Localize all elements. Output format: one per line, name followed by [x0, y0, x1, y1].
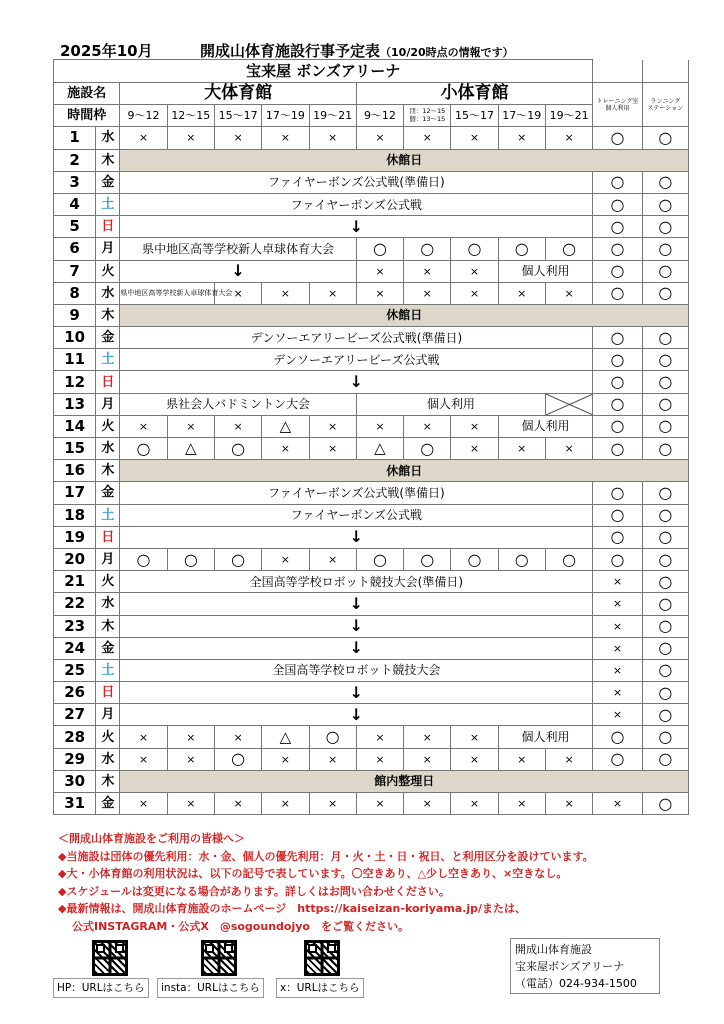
status-open: ○ — [593, 371, 642, 393]
status-full: × — [309, 127, 356, 149]
status-full: × — [545, 438, 592, 460]
event-label: 全国高等学校ロボット競技大会(準備日) — [120, 571, 593, 593]
training-room-header: トレーニング室 個人利用 — [593, 83, 642, 127]
status-full: × — [309, 415, 356, 437]
day-number: 21 — [54, 571, 96, 593]
status-open: ○ — [642, 127, 688, 149]
status-full: × — [451, 438, 498, 460]
status-open: ○ — [642, 193, 688, 215]
status-full: × — [356, 127, 403, 149]
notice-line: ◆スケジュールは変更になる場合があります。詳しくはお問い合わせください。 — [58, 884, 450, 898]
status-open: ○ — [214, 438, 261, 460]
notice-block — [58, 830, 594, 935]
status-full: × — [545, 748, 592, 770]
day-number: 14 — [54, 415, 96, 437]
notice-header: ＜開成山体育施設をご利用の皆様へ＞ — [58, 832, 245, 845]
status-few: △ — [262, 415, 309, 437]
day-row — [54, 571, 689, 593]
status-open: ○ — [593, 238, 642, 260]
weekday: 水 — [96, 748, 120, 770]
page-title — [60, 40, 514, 61]
status-full: × — [593, 659, 642, 681]
status-full: × — [214, 415, 261, 437]
event-label: 県中地区高等学校新人卓球体育大会 — [120, 238, 356, 260]
status-full: × — [214, 282, 261, 304]
continuation-arrow: ↓ — [120, 615, 593, 637]
hp-link-label[interactable]: HP：URLはこちら — [53, 978, 149, 998]
event-label: 個人利用 — [498, 726, 593, 748]
status-full: × — [309, 748, 356, 770]
day-row — [54, 127, 689, 149]
event-label: 県中地区高等学校新人卓球体育大会 — [120, 282, 215, 304]
day-number: 4 — [54, 193, 96, 215]
large-hall-header: 大体育館 — [120, 83, 356, 105]
day-row — [54, 637, 689, 659]
status-open: ○ — [120, 548, 167, 570]
status-open: ○ — [593, 327, 642, 349]
event-label: 個人利用 — [356, 393, 545, 415]
weekday: 金 — [96, 171, 120, 193]
status-open: ○ — [642, 548, 688, 570]
status-open: ○ — [642, 349, 688, 371]
day-number: 13 — [54, 393, 96, 415]
weekday: 土 — [96, 504, 120, 526]
weekday: 土 — [96, 193, 120, 215]
status-full: × — [120, 415, 167, 437]
day-number: 1 — [54, 127, 96, 149]
weekday: 水 — [96, 593, 120, 615]
qr-code-x[interactable] — [304, 940, 340, 976]
weekday: 火 — [96, 571, 120, 593]
day-number: 22 — [54, 593, 96, 615]
day-number: 6 — [54, 238, 96, 260]
status-open: ○ — [642, 371, 688, 393]
status-open: ○ — [642, 438, 688, 460]
notice-line: ◆最新情報は、開成山体育施設のホームページ https://kaiseizan-koriyama.jp/または、 — [58, 902, 527, 915]
weekday: 日 — [96, 216, 120, 238]
weekday: 木 — [96, 770, 120, 792]
status-full: × — [498, 282, 545, 304]
status-open: ○ — [642, 282, 688, 304]
weekday: 月 — [96, 548, 120, 570]
small-slot-header: 15～17 — [451, 105, 498, 127]
weekday: 日 — [96, 682, 120, 704]
status-full: × — [404, 726, 451, 748]
status-open: ○ — [593, 127, 642, 149]
status-open: ○ — [642, 615, 688, 637]
status-full: × — [498, 127, 545, 149]
day-number: 3 — [54, 171, 96, 193]
status-full: × — [167, 748, 214, 770]
status-few: △ — [262, 726, 309, 748]
day-number: 9 — [54, 304, 96, 326]
weekday: 水 — [96, 282, 120, 304]
small-slot-header: 団：12～15 個：13～15 — [404, 105, 451, 127]
continuation-arrow: ↓ — [120, 593, 593, 615]
status-open: ○ — [593, 548, 642, 570]
status-open: ○ — [451, 238, 498, 260]
status-open: ○ — [404, 238, 451, 260]
weekday: 土 — [96, 659, 120, 681]
continuation-arrow: ↓ — [120, 704, 593, 726]
running-station-header: ランニング ステーション — [642, 83, 688, 127]
weekday: 土 — [96, 349, 120, 371]
closed-day-band: 休館日 — [120, 460, 689, 482]
weekday: 日 — [96, 371, 120, 393]
status-open: ○ — [642, 482, 688, 504]
status-full: × — [120, 793, 167, 815]
day-row — [54, 615, 689, 637]
status-open: ○ — [642, 216, 688, 238]
day-row — [54, 659, 689, 681]
day-number: 19 — [54, 526, 96, 548]
status-full: × — [451, 260, 498, 282]
status-full: × — [545, 282, 592, 304]
status-full: × — [120, 127, 167, 149]
day-number: 28 — [54, 726, 96, 748]
day-number: 24 — [54, 637, 96, 659]
status-open: ○ — [593, 260, 642, 282]
day-number: 30 — [54, 770, 96, 792]
continuation-arrow: ↓ — [120, 637, 593, 659]
day-row — [54, 726, 689, 748]
status-full: × — [356, 726, 403, 748]
schedule-table — [53, 59, 689, 815]
status-full: × — [309, 548, 356, 570]
insta-link-label[interactable]: insta：URLはこちら — [157, 978, 264, 998]
weekday: 火 — [96, 260, 120, 282]
day-number: 20 — [54, 548, 96, 570]
large-slot-header: 19～21 — [309, 105, 356, 127]
day-number: 23 — [54, 615, 96, 637]
venue-name: 宝来屋 ボンズアリーナ — [54, 60, 593, 83]
weekday: 火 — [96, 415, 120, 437]
contact-name: 開成山体育施設 — [515, 943, 592, 956]
status-full: × — [545, 793, 592, 815]
event-label: ファイヤーボンズ公式戦 — [120, 504, 593, 526]
status-open: ○ — [642, 704, 688, 726]
status-full: × — [262, 793, 309, 815]
status-full: × — [451, 282, 498, 304]
day-row — [54, 260, 689, 282]
status-open: ○ — [593, 349, 642, 371]
day-number: 10 — [54, 327, 96, 349]
day-number: 7 — [54, 260, 96, 282]
status-open: ○ — [593, 282, 642, 304]
day-number: 16 — [54, 460, 96, 482]
status-open: ○ — [167, 548, 214, 570]
status-open: ○ — [642, 526, 688, 548]
contact-box — [510, 938, 660, 994]
status-open: ○ — [214, 548, 261, 570]
status-full: × — [404, 793, 451, 815]
status-open: ○ — [642, 504, 688, 526]
day-row — [54, 349, 689, 371]
status-full: × — [404, 282, 451, 304]
weekday: 金 — [96, 793, 120, 815]
unavailable-cross — [545, 393, 592, 415]
status-full: × — [167, 793, 214, 815]
notice-line: ◆大・小体育館の利用状況は、以下の記号で表しています。〇空きあり、△少し空きあり、×空きなし。 — [58, 867, 568, 880]
day-row — [54, 793, 689, 815]
facility-label: 施設名 — [54, 83, 120, 105]
large-slot-header: 12～15 — [167, 105, 214, 127]
cleanup-day-band: 館内整理日 — [120, 770, 689, 792]
status-open: ○ — [642, 327, 688, 349]
status-open: ○ — [545, 548, 592, 570]
status-full: × — [404, 127, 451, 149]
status-open: ○ — [593, 504, 642, 526]
status-open: ○ — [642, 238, 688, 260]
status-open: ○ — [545, 238, 592, 260]
small-hall-header: 小体育館 — [356, 83, 593, 105]
x-link-label[interactable]: x：URLはこちら — [276, 978, 364, 998]
day-row — [54, 548, 689, 570]
large-slot-header: 9～12 — [120, 105, 167, 127]
status-full: × — [593, 615, 642, 637]
day-number: 2 — [54, 149, 96, 171]
title-month: 2025年10月 — [60, 42, 153, 60]
event-label: 県社会人バドミントン大会 — [120, 393, 356, 415]
day-row — [54, 770, 689, 792]
status-few: △ — [167, 438, 214, 460]
status-full: × — [545, 127, 592, 149]
status-full: × — [451, 726, 498, 748]
small-slot-header: 9～12 — [356, 105, 403, 127]
status-open: ○ — [356, 548, 403, 570]
large-slot-header: 15～17 — [214, 105, 261, 127]
day-number: 8 — [54, 282, 96, 304]
status-full: × — [451, 748, 498, 770]
status-open: ○ — [593, 171, 642, 193]
status-open: ○ — [593, 482, 642, 504]
status-open: ○ — [404, 438, 451, 460]
qr-code-hp[interactable] — [92, 940, 128, 976]
status-open: ○ — [642, 393, 688, 415]
event-label: ファイヤーボンズ公式戦 — [120, 193, 593, 215]
day-number: 11 — [54, 349, 96, 371]
weekday: 金 — [96, 327, 120, 349]
closed-day-band: 休館日 — [120, 304, 689, 326]
title-note: （10/20時点の情報です） — [380, 46, 514, 59]
timeslot-label: 時間枠 — [54, 105, 120, 127]
status-full: × — [498, 793, 545, 815]
status-open: ○ — [309, 726, 356, 748]
status-open: ○ — [498, 548, 545, 570]
status-full: × — [356, 793, 403, 815]
status-full: × — [404, 260, 451, 282]
day-row — [54, 504, 689, 526]
status-open: ○ — [642, 171, 688, 193]
status-full: × — [356, 415, 403, 437]
weekday: 月 — [96, 704, 120, 726]
notice-line: ◆当施設は団体の優先利用：水・金、個人の優先利用：月・火・土・日・祝日、と利用区分を設けています。 — [58, 849, 594, 863]
status-open: ○ — [593, 193, 642, 215]
small-slot-header: 19～21 — [545, 105, 592, 127]
status-open: ○ — [642, 260, 688, 282]
qr-code-insta[interactable] — [201, 940, 237, 976]
status-open: ○ — [642, 637, 688, 659]
continuation-arrow: ↓ — [120, 682, 593, 704]
continuation-arrow: ↓ — [120, 216, 593, 238]
status-full: × — [451, 127, 498, 149]
status-few: △ — [356, 438, 403, 460]
continuation-arrow: ↓ — [120, 371, 593, 393]
status-full: × — [309, 793, 356, 815]
status-full: × — [309, 438, 356, 460]
day-row — [54, 282, 689, 304]
day-row — [54, 304, 689, 326]
day-row — [54, 327, 689, 349]
status-full: × — [167, 127, 214, 149]
status-full: × — [593, 704, 642, 726]
weekday: 水 — [96, 438, 120, 460]
status-open: ○ — [642, 571, 688, 593]
day-row — [54, 682, 689, 704]
status-full: × — [593, 793, 642, 815]
day-row — [54, 393, 689, 415]
status-open: ○ — [642, 726, 688, 748]
notice-line: 公式INSTAGRAM・公式X @sogoundojyo をご覧ください。 — [72, 919, 409, 933]
status-full: × — [120, 726, 167, 748]
status-full: × — [262, 127, 309, 149]
status-full: × — [120, 748, 167, 770]
status-full: × — [451, 415, 498, 437]
weekday: 金 — [96, 482, 120, 504]
day-row — [54, 482, 689, 504]
status-open: ○ — [451, 548, 498, 570]
status-full: × — [356, 260, 403, 282]
day-row — [54, 593, 689, 615]
status-full: × — [262, 438, 309, 460]
day-number: 17 — [54, 482, 96, 504]
status-open: ○ — [120, 438, 167, 460]
event-label: 個人利用 — [498, 260, 593, 282]
contact-tel: （電話）024-934-1500 — [515, 977, 637, 990]
status-full: × — [451, 793, 498, 815]
day-number: 27 — [54, 704, 96, 726]
status-open: ○ — [498, 238, 545, 260]
day-row — [54, 460, 689, 482]
weekday: 木 — [96, 304, 120, 326]
day-row — [54, 149, 689, 171]
weekday: 月 — [96, 393, 120, 415]
status-full: × — [593, 593, 642, 615]
status-full: × — [593, 571, 642, 593]
weekday: 木 — [96, 615, 120, 637]
status-full: × — [167, 726, 214, 748]
status-full: × — [167, 415, 214, 437]
status-full: × — [356, 282, 403, 304]
status-open: ○ — [593, 726, 642, 748]
day-row — [54, 171, 689, 193]
day-row — [54, 216, 689, 238]
small-slot-header: 17～19 — [498, 105, 545, 127]
status-open: ○ — [642, 415, 688, 437]
status-full: × — [404, 748, 451, 770]
day-number: 15 — [54, 438, 96, 460]
status-open: ○ — [593, 216, 642, 238]
status-full: × — [498, 748, 545, 770]
continuation-arrow: ↓ — [120, 526, 593, 548]
status-open: ○ — [593, 438, 642, 460]
day-row — [54, 526, 689, 548]
day-number: 18 — [54, 504, 96, 526]
status-full: × — [593, 682, 642, 704]
day-number: 29 — [54, 748, 96, 770]
day-row — [54, 193, 689, 215]
day-number: 5 — [54, 216, 96, 238]
continuation-arrow: ↓ — [120, 260, 356, 282]
weekday: 火 — [96, 726, 120, 748]
day-row — [54, 415, 689, 437]
status-open: ○ — [642, 748, 688, 770]
contact-venue: 宝来屋ボンズアリーナ — [515, 960, 625, 973]
large-slot-header: 17～19 — [262, 105, 309, 127]
event-label: デンソーエアリービーズ公式戦(準備日) — [120, 327, 593, 349]
status-open: ○ — [404, 548, 451, 570]
day-number: 25 — [54, 659, 96, 681]
title-main: 開成山体育施設行事予定表 — [200, 42, 381, 60]
event-label: 全国高等学校ロボット競技大会 — [120, 659, 593, 681]
weekday: 月 — [96, 238, 120, 260]
status-full: × — [214, 793, 261, 815]
status-open: ○ — [642, 682, 688, 704]
status-full: × — [309, 282, 356, 304]
status-full: × — [593, 637, 642, 659]
status-full: × — [262, 282, 309, 304]
event-label: ファイヤーボンズ公式戦(準備日) — [120, 482, 593, 504]
status-full: × — [356, 748, 403, 770]
status-full: × — [404, 415, 451, 437]
day-row — [54, 704, 689, 726]
status-open: ○ — [593, 748, 642, 770]
day-row — [54, 371, 689, 393]
status-full: × — [498, 438, 545, 460]
day-number: 31 — [54, 793, 96, 815]
status-full: × — [262, 748, 309, 770]
status-open: ○ — [593, 393, 642, 415]
day-row — [54, 748, 689, 770]
status-full: × — [214, 726, 261, 748]
status-open: ○ — [642, 793, 688, 815]
status-open: ○ — [593, 526, 642, 548]
event-label: ファイヤーボンズ公式戦(準備日) — [120, 171, 593, 193]
weekday: 金 — [96, 637, 120, 659]
status-full: × — [214, 127, 261, 149]
status-open: ○ — [642, 659, 688, 681]
closed-day-band: 休館日 — [120, 149, 689, 171]
status-open: ○ — [642, 593, 688, 615]
weekday: 水 — [96, 127, 120, 149]
weekday: 木 — [96, 460, 120, 482]
day-number: 26 — [54, 682, 96, 704]
day-row — [54, 438, 689, 460]
status-open: ○ — [356, 238, 403, 260]
status-full: × — [262, 548, 309, 570]
weekday: 日 — [96, 526, 120, 548]
status-open: ○ — [593, 415, 642, 437]
status-open: ○ — [214, 748, 261, 770]
day-row — [54, 238, 689, 260]
weekday: 木 — [96, 149, 120, 171]
event-label: デンソーエアリービーズ公式戦 — [120, 349, 593, 371]
day-number: 12 — [54, 371, 96, 393]
event-label: 個人利用 — [498, 415, 593, 437]
